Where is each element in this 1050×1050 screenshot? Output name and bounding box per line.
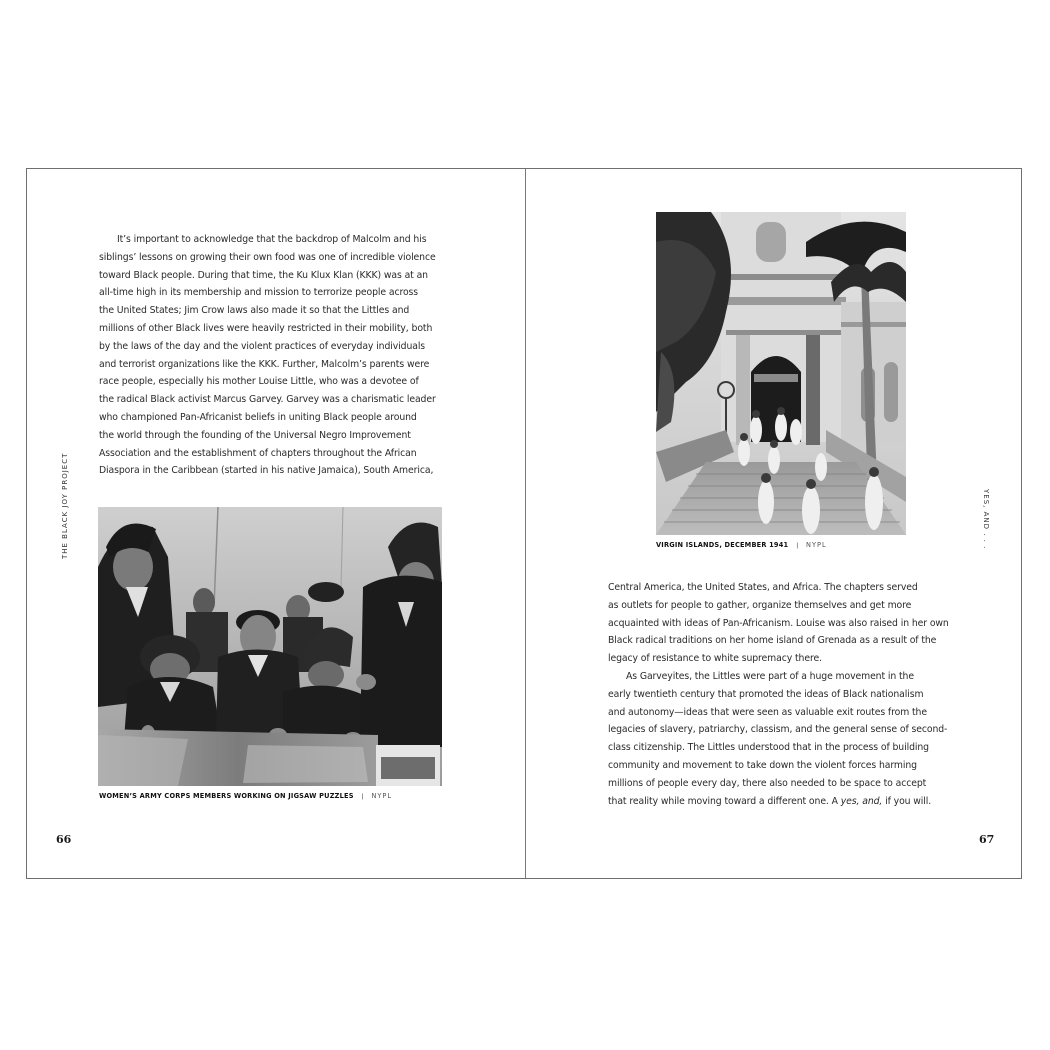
text-line xyxy=(608,793,958,811)
text-line: As Garveyites, the Littles were part of a huge movement in the xyxy=(626,670,914,682)
text-line: millions of people every day, there also needed to be space to accept xyxy=(608,777,927,789)
left-page xyxy=(27,169,525,878)
text-line: and terrorist organizations like the KKK. Further, Malcolm’s parents were xyxy=(99,358,430,370)
running-head-left: THE BLACK JOY PROJECT xyxy=(61,452,69,559)
page-number-right: 67 xyxy=(979,833,995,846)
text-line: toward Black people. During that time, the Ku Klux Klan (KKK) was at an xyxy=(99,269,428,281)
text-line: by the laws of the day and the violent practices of everyday individuals xyxy=(99,340,426,352)
caption-title: VIRGIN ISLANDS, DECEMBER 1941 xyxy=(656,541,789,549)
caption-separator: | xyxy=(361,793,364,800)
caption-separator: | xyxy=(796,542,799,549)
text-line: as outlets for people to gather, organize themselves and get more xyxy=(608,599,912,611)
caption-credit: NYPL xyxy=(806,541,827,549)
text-line: the United States; Jim Crow laws also made it so that the Littles and xyxy=(99,305,410,317)
running-head-right: YES, AND . . . xyxy=(982,489,990,550)
text-line: Association and the establishment of chapters throughout the African xyxy=(99,447,417,459)
text-line: Diaspora in the Caribbean (started in his native Jamaica), South America, xyxy=(99,465,434,477)
text-line: Central America, the United States, and Africa. The chapters served xyxy=(608,582,918,593)
text-line: community and movement to take down the violent forces harming xyxy=(608,759,917,771)
text-line: legacies of slavery, patriarchy, classism, and the general sense of second- xyxy=(608,724,948,736)
text-line: all-time high in its membership and mission to terrorize people across xyxy=(99,287,419,299)
text-line: early twentieth century that promoted the ideas of Black nationalism xyxy=(608,688,924,700)
book-spread xyxy=(26,168,1022,879)
text-fragment: if you will. xyxy=(882,795,932,807)
text-line: Black radical traditions on her home island of Grenada as a result of the xyxy=(608,635,937,647)
text-line: class citizenship. The Littles understood that in the process of building xyxy=(608,742,929,754)
wac-jigsaw-photo xyxy=(98,507,442,786)
left-page-body xyxy=(99,231,445,480)
text-line: legacy of resistance to white supremacy there. xyxy=(608,653,822,665)
text-fragment: that reality while moving toward a different one. A xyxy=(608,795,841,807)
photo-caption-left xyxy=(99,792,392,800)
text-line: siblings’ lessons on growing their own food was one of incredible violence xyxy=(99,251,436,263)
text-line: who championed Pan-Africanist beliefs in uniting Black people around xyxy=(99,411,417,423)
caption-credit: NYPL xyxy=(371,792,393,800)
text-line: It’s important to acknowledge that the backdrop of Malcolm and his xyxy=(117,234,427,245)
caption-title: WOMEN’S ARMY CORPS MEMBERS WORKING ON JIGSAW PUZZLES xyxy=(99,792,354,800)
italic-phrase: yes, and, xyxy=(840,795,883,807)
page-number-left: 66 xyxy=(56,833,72,846)
text-line: the radical Black activist Marcus Garvey. Garvey was a charismatic leader xyxy=(99,394,436,406)
photo-caption-right xyxy=(656,541,827,549)
text-line: acquainted with ideas of Pan-Africanism. Louise was also raised in her own xyxy=(608,617,949,629)
text-line: race people, especially his mother Louise Little, who was a devotee of xyxy=(99,376,419,388)
text-line: the world through the founding of the Universal Negro Improvement xyxy=(99,429,411,441)
text-line: millions of other Black lives were heavily restricted in their mobility, both xyxy=(99,322,433,334)
right-page xyxy=(526,169,1022,878)
virgin-islands-photo xyxy=(656,212,906,535)
right-page-body xyxy=(608,579,958,810)
text-line: and autonomy—ideas that were seen as valuable exit routes from the xyxy=(608,706,927,718)
